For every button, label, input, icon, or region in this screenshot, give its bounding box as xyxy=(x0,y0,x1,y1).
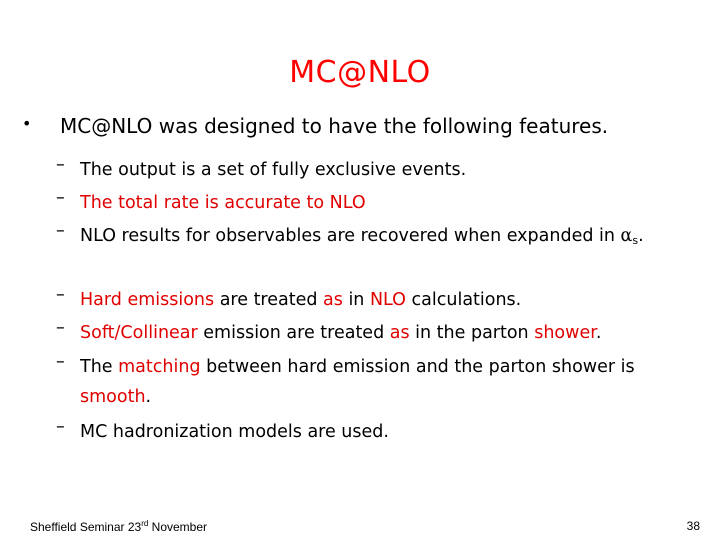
highlight-text: as xyxy=(323,290,343,310)
dash-marker: – xyxy=(56,188,65,208)
main-bullet-text: MC@NLO was designed to have the following features. xyxy=(60,114,609,138)
slide-title: MC@NLO xyxy=(289,55,431,90)
text-segment: are treated xyxy=(214,290,324,310)
highlight-text: smooth xyxy=(80,387,146,407)
text-segment: α xyxy=(620,226,633,246)
text-segment: between hard emission and the parton shower is xyxy=(200,357,635,377)
text-segment: The output is a set of fully exclusive events. xyxy=(80,160,467,180)
footer-prefix: Sheffield Seminar 23 xyxy=(30,520,142,534)
text-segment: in xyxy=(342,290,370,310)
highlight-text: matching xyxy=(118,357,201,377)
text-segment: in the parton xyxy=(409,323,535,343)
highlight-text: shower xyxy=(534,323,596,343)
bullet-marker: • xyxy=(22,114,32,133)
text-segment: calculations. xyxy=(405,290,522,310)
text-segment: The xyxy=(80,357,119,377)
dash-marker: – xyxy=(56,417,65,437)
text-segment: s xyxy=(632,234,639,247)
footer-text xyxy=(30,519,207,534)
feature-text xyxy=(80,155,690,185)
highlight-text: Soft/Collinear xyxy=(80,323,198,343)
footer-superscript: rd xyxy=(141,519,149,528)
highlight-text: as xyxy=(389,323,410,343)
text-segment: . xyxy=(145,387,152,407)
dash-marker: – xyxy=(56,285,65,305)
feature-text xyxy=(80,352,690,412)
text-segment: . xyxy=(638,226,644,246)
text-segment: . xyxy=(595,323,602,343)
feature-text xyxy=(80,318,690,348)
dash-marker: – xyxy=(56,221,65,241)
highlight-text: NLO xyxy=(369,290,406,310)
text-segment: emission are treated xyxy=(197,323,390,343)
feature-text xyxy=(80,188,690,218)
dash-marker: – xyxy=(56,318,65,338)
footer-suffix: November xyxy=(148,520,207,534)
dash-marker: – xyxy=(56,352,65,372)
text-segment: MC hadronization models are used. xyxy=(80,422,389,442)
highlight-text: The total rate is accurate to NLO xyxy=(80,193,366,213)
dash-marker: – xyxy=(56,155,65,175)
feature-text xyxy=(80,417,690,447)
text-segment: NLO results for observables are recovered when expanded in xyxy=(80,226,621,246)
highlight-text: Hard emissions xyxy=(80,290,215,310)
page-number: 38 xyxy=(686,519,700,533)
feature-text xyxy=(80,285,690,315)
feature-text xyxy=(80,221,690,256)
